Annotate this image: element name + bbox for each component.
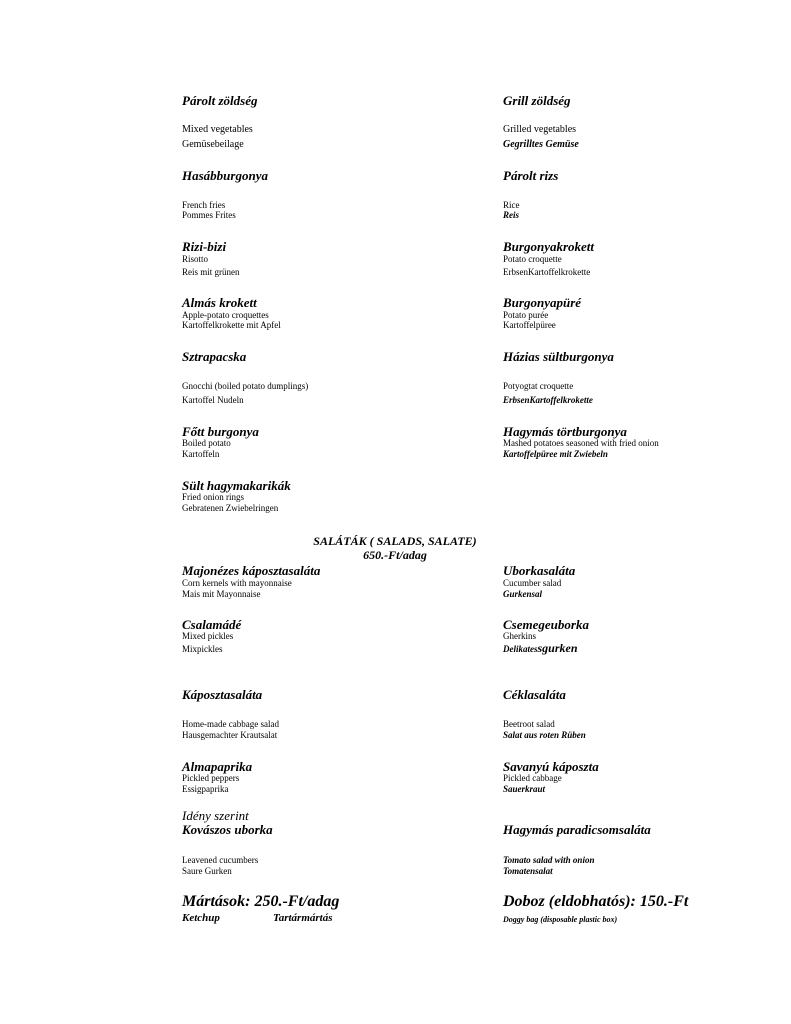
item-de: Gegrilltes Gemüse bbox=[503, 139, 579, 150]
item-en: Mixed pickles bbox=[182, 631, 234, 641]
item-de: Hausgemachter Krautsalat bbox=[182, 730, 278, 740]
item-en: Mashed potatoes seasoned with fried onion bbox=[503, 438, 659, 448]
item-title: Uborkasaláta bbox=[503, 563, 576, 578]
item-title: Rizi-bizi bbox=[182, 239, 227, 254]
item-en: Corn kernels with mayonnaise bbox=[182, 578, 292, 588]
item-en: Home-made cabbage salad bbox=[182, 719, 279, 729]
item-title: Párolt rizs bbox=[503, 168, 559, 183]
item-title: Csalamádé bbox=[182, 617, 242, 632]
item-de: Tomatensalat bbox=[503, 866, 553, 876]
item-de: Salat aus roten Rüben bbox=[503, 730, 586, 740]
item-en: Gherkins bbox=[503, 631, 536, 641]
item-de: Sauerkraut bbox=[503, 784, 546, 794]
item-title: Savanyú káposzta bbox=[503, 759, 599, 774]
item-de: Pommes Frites bbox=[182, 210, 236, 220]
item-en: Potato purée bbox=[503, 310, 549, 320]
item-de: Mais mit Mayonnaise bbox=[182, 589, 261, 599]
item-en: Boiled potato bbox=[182, 438, 231, 448]
item-en: Gnocchi (boiled potato dumplings) bbox=[182, 381, 309, 391]
item-title: Céklasaláta bbox=[503, 687, 566, 702]
item-en: Beetroot salad bbox=[503, 719, 555, 729]
item-en: Risotto bbox=[182, 254, 209, 264]
item-de-part-a: Delikates bbox=[503, 644, 538, 654]
item-de: Kartoffeln bbox=[182, 449, 220, 459]
item-de: ErbsenKartoffelkrokette bbox=[503, 395, 593, 405]
item-title: Sült hagymakarikák bbox=[182, 478, 291, 493]
item-de: Kartoffelpüree mit Zwiebeln bbox=[503, 449, 608, 459]
item-title: Házias sültburgonya bbox=[503, 349, 614, 364]
sauces-title: Mártások: 250.-Ft/adag bbox=[182, 893, 340, 910]
item-en: Fried onion rings bbox=[182, 492, 244, 502]
item-en: Potyogtat croquette bbox=[503, 381, 574, 391]
item-de: Mixpickles bbox=[182, 644, 223, 654]
item-de: ErbsenKartoffelkrokette bbox=[503, 267, 591, 277]
item-de: Kartoffelpüree bbox=[503, 320, 556, 330]
sauce-ketchup: Ketchup bbox=[182, 912, 220, 924]
item-title: Burgonyapüré bbox=[503, 295, 582, 310]
box-title: Doboz (eldobhatós): 150.-Ft bbox=[503, 893, 689, 910]
item-en: French fries bbox=[182, 200, 226, 210]
item-title: Kovászos uborka bbox=[182, 822, 273, 837]
box-note: Doggy bag (disposable plastic box) bbox=[503, 915, 618, 924]
item-en: Pickled cabbage bbox=[503, 773, 562, 783]
item-title: Főtt burgonya bbox=[182, 424, 259, 439]
item-en: Leavened cucumbers bbox=[182, 855, 259, 865]
item-title: Csemegeuborka bbox=[503, 617, 589, 632]
item-en: Tomato salad with onion bbox=[503, 855, 595, 865]
item-en: Potato croquette bbox=[503, 254, 562, 264]
item-title: Majonézes káposztasaláta bbox=[182, 563, 321, 578]
item-de: Kartoffelkrokette mit Apfel bbox=[182, 320, 281, 330]
item-de: Reis mit grünen bbox=[182, 267, 240, 277]
item-title: Sztrapacska bbox=[182, 349, 247, 364]
item-de: Saure Gurken bbox=[182, 866, 232, 876]
item-de bbox=[503, 641, 578, 656]
item-de-part-b: sgurken bbox=[537, 641, 578, 655]
item-title: Grill zöldség bbox=[503, 93, 571, 108]
item-en: Pickled peppers bbox=[182, 773, 240, 783]
item-de: Gebratenen Zwiebelringen bbox=[182, 503, 279, 513]
item-title: Burgonyakrokett bbox=[503, 239, 595, 254]
item-en: Mixed vegetables bbox=[182, 124, 253, 135]
item-en: Rice bbox=[503, 200, 520, 210]
sauce-tartar: Tartármártás bbox=[273, 912, 333, 924]
item-de: Reis bbox=[503, 210, 520, 220]
item-title: Almás krokett bbox=[182, 295, 257, 310]
seasonal-note: Idény szerint bbox=[182, 808, 249, 823]
item-title: Káposztasaláta bbox=[182, 687, 263, 702]
item-title: Hagymás paradicsomsaláta bbox=[503, 822, 651, 837]
item-title: Párolt zöldség bbox=[182, 93, 258, 108]
item-title: Hasábburgonya bbox=[182, 168, 268, 183]
item-title: Hagymás törtburgonya bbox=[503, 424, 627, 439]
item-de: Gemüsebeilage bbox=[182, 139, 244, 150]
item-de: Gurkensal bbox=[503, 589, 543, 599]
item-title: Almapaprika bbox=[182, 759, 253, 774]
salads-price: 650.-Ft/adag bbox=[363, 548, 427, 562]
salads-heading: SALÁTÁK ( SALADS, SALATE) bbox=[313, 534, 477, 548]
item-en: Apple-potato croquettes bbox=[182, 310, 269, 320]
item-de: Essigpaprika bbox=[182, 784, 229, 794]
item-de: Kartoffel Nudeln bbox=[182, 395, 244, 405]
item-en: Grilled vegetables bbox=[503, 124, 577, 135]
item-en: Cucumber salad bbox=[503, 578, 562, 588]
